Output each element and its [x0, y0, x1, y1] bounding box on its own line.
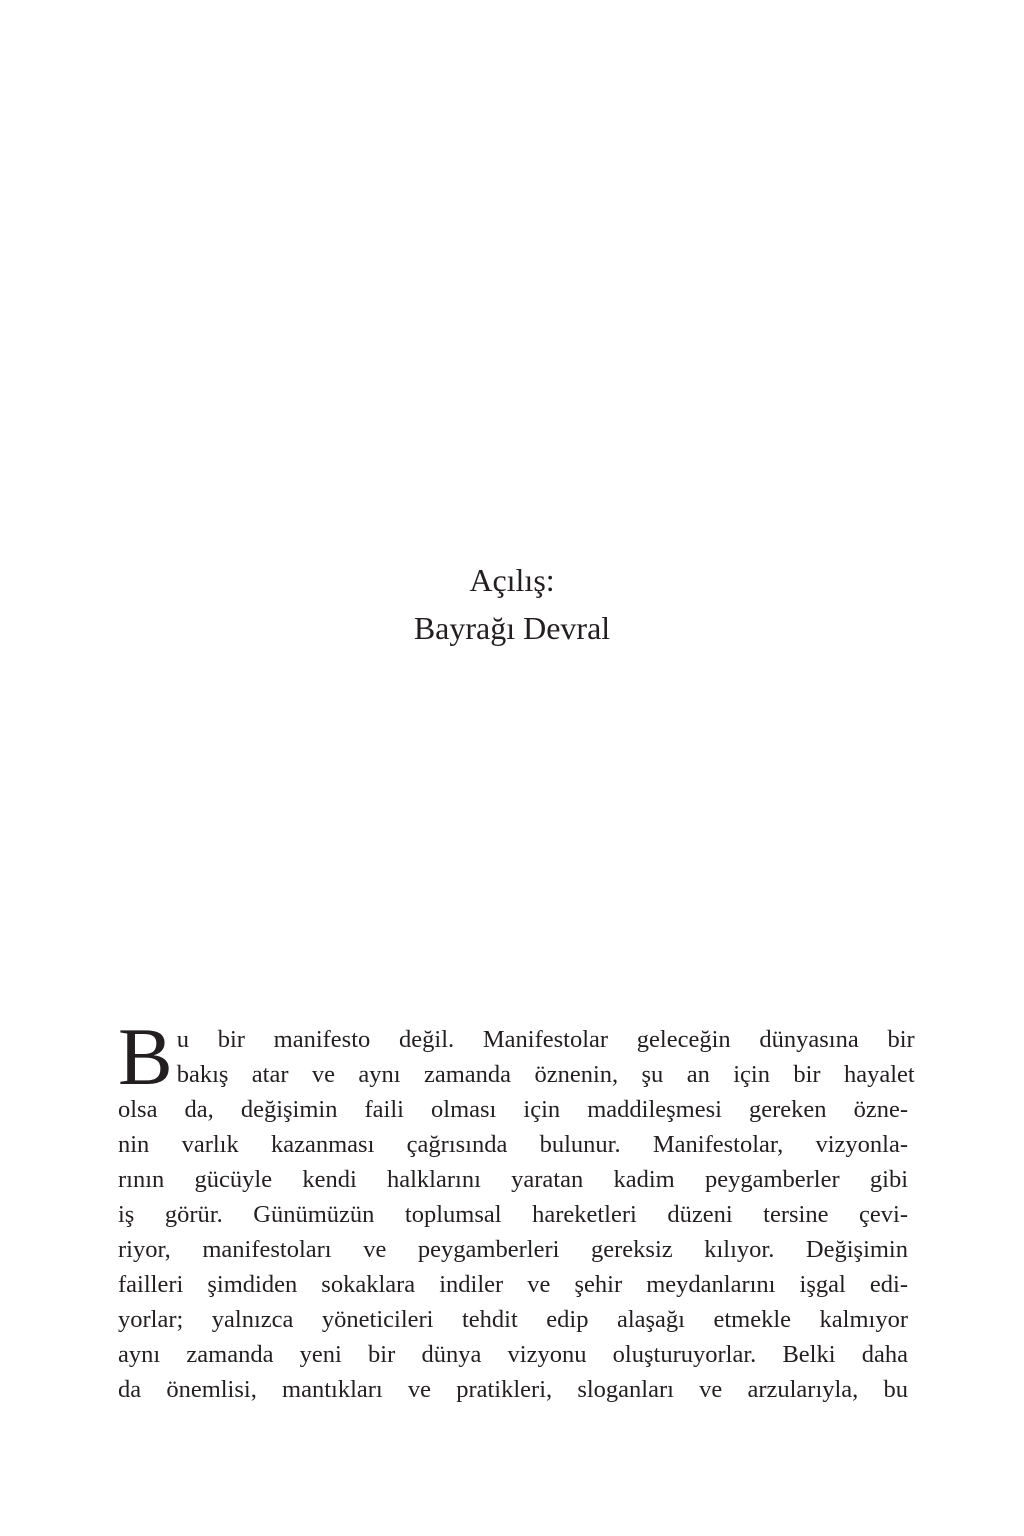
text-line: da önemlisi, mantıkları ve pratikleri, sloganları ve arzularıyla, bu: [118, 1376, 908, 1403]
text-line: iş görür. Günümüzün toplumsal hareketleri düzeni tersine çevi-: [118, 1201, 908, 1228]
chapter-heading-line-1: Açılış:: [469, 562, 555, 598]
chapter-heading: [0, 556, 1024, 652]
text-line: olsa da, değişimin faili olması için maddileşmesi gereken özne-: [118, 1096, 908, 1123]
text-line: aynı zamanda yeni bir dünya vizyonu oluşturuyorlar. Belki daha: [118, 1341, 908, 1368]
text-line: nin varlık kazanması çağrısında bulunur. Manifestolar, vizyonla-: [118, 1131, 908, 1158]
text-line: yorlar; yalnızca yöneticileri tehdit edip alaşağı etmekle kalmıyor: [118, 1306, 908, 1333]
body-paragraph: [118, 1011, 915, 1407]
chapter-heading-line-2: Bayrağı Devral: [413, 610, 611, 646]
text-line: riyor, manifestoları ve peygamberleri gereksiz kılıyor. Değişimin: [118, 1236, 908, 1263]
drop-cap: B: [118, 1011, 173, 1102]
text-line: failleri şimdiden sokaklara indiler ve şehir meydanlarını işgal edi-: [118, 1271, 908, 1298]
text-line: u bir manifesto değil. Manifestolar geleceğin dünyasına bir: [176, 1026, 915, 1053]
text-line: rının gücüyle kendi halklarını yaratan kadim peygamberler gibi: [118, 1166, 908, 1193]
text-line: bakış atar ve aynı zamanda öznenin, şu an için bir hayalet: [176, 1061, 915, 1088]
